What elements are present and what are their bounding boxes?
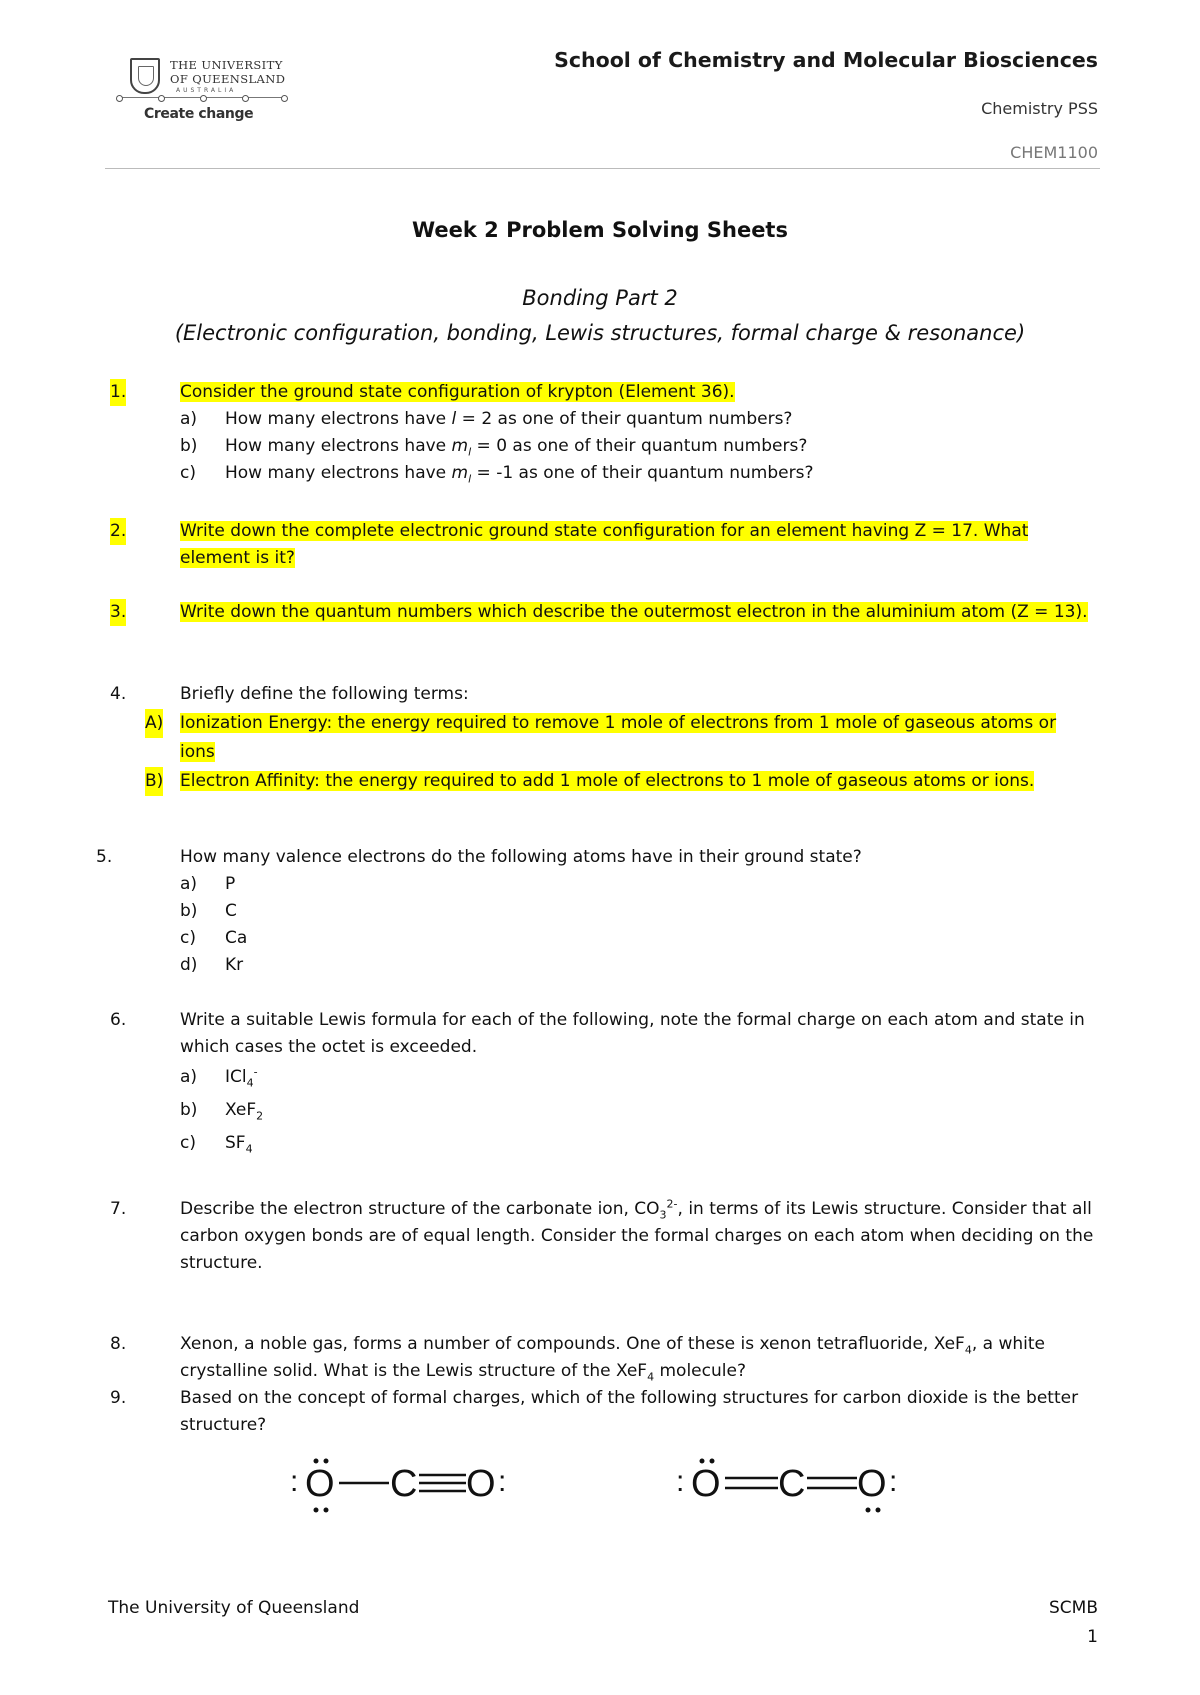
footer-school-code: SCMB: [1049, 1598, 1098, 1618]
question-9: [110, 1385, 1095, 1439]
header-school: School of Chemistry and Molecular Biosciences: [554, 48, 1098, 72]
atom-carbon: C: [778, 1463, 806, 1505]
question-2: [110, 518, 1095, 572]
co2-structure-single-triple: [282, 1445, 552, 1517]
question-number: 9.: [110, 1388, 127, 1408]
question-text: Describe the electron structure of the carbonate ion, $CO_3^{2-}$, in terms of its Lewis structure. Consider that all carbon oxygen bonds are of equal length. Consider the formal charges on each atom when deciding on the structure.: [180, 1197, 1094, 1273]
question-text: Write down the complete electronic ground state configuration for an element having Z = 17. What element is it?: [180, 521, 1029, 568]
atom-oxygen: O: [466, 1463, 496, 1505]
uq-logo: [118, 50, 288, 128]
sub-question-c: c) Ca: [180, 928, 248, 948]
logo-tagline: Create change: [144, 106, 254, 122]
question-text: Based on the concept of formal charges, which of the following structures for carbon dioxide is the better structure?: [180, 1388, 1079, 1435]
question-number: 5.: [96, 847, 113, 867]
question-number: 4.: [110, 684, 127, 704]
double-bond: [725, 1478, 778, 1488]
question-4: [110, 680, 1095, 796]
question-1: [110, 379, 1095, 487]
double-bond: [807, 1478, 857, 1488]
atom-oxygen: O: [691, 1463, 721, 1505]
sub-question-a: a) P: [180, 874, 236, 894]
sub-question-c: c) $SF_4$: [180, 1133, 253, 1156]
co2-structure-double-double: [672, 1445, 942, 1517]
footer-university: The University of Queensland: [108, 1598, 360, 1618]
question-number: 2.: [110, 518, 126, 545]
page-title: Week 2 Problem Solving Sheets: [412, 218, 788, 242]
sub-question-a: a) ICl$_4$-: [180, 1065, 258, 1090]
page-subtitle-topics: (Electronic configuration, bonding, Lewis structures, formal charge & resonance): [174, 321, 1026, 345]
logo-rule: [118, 97, 286, 98]
question-text: How many valence electrons do the following atoms have in their ground state?: [180, 847, 862, 867]
header-course-code: CHEM1100: [1010, 143, 1098, 162]
sub-question-c: c) How many electrons have $m_l = -1$ as one of their quantum numbers?: [180, 463, 814, 486]
lone-pair-left: :: [290, 1465, 299, 1498]
atom-carbon: C: [390, 1463, 418, 1505]
question-5: [96, 844, 1081, 979]
question-text: Write a suitable Lewis formula for each of the following, note the formal charge on each atom and state in which cases the octet is exceeded.: [180, 1010, 1085, 1057]
question-text: Write down the quantum numbers which describe the outermost electron in the aluminium atom (Z = 13).: [180, 602, 1088, 622]
question-number: 7.: [110, 1199, 127, 1219]
question-text: Consider the ground state configuration of krypton (Element 36).: [180, 382, 735, 402]
sub-question-b: b) C: [180, 901, 237, 921]
question-number: 1.: [110, 379, 126, 406]
page-subtitle: Bonding Part 2: [522, 286, 678, 310]
sub-question-b: b) How many electrons have $m_l = 0$ as one of their quantum numbers?: [180, 436, 808, 459]
definition-a: A) Ionization Energy: the energy required to remove 1 mole of electrons from 1 mole of gaseous atoms or ions: [145, 709, 1095, 767]
question-7: [110, 1196, 1095, 1277]
question-number: 8.: [110, 1334, 127, 1354]
question-8: [110, 1331, 1095, 1385]
question-text: Briefly define the following terms:: [180, 684, 469, 704]
question-3: [110, 599, 1095, 626]
header-subtitle: Chemistry PSS: [981, 99, 1098, 118]
question-6: [110, 1007, 1095, 1157]
question-number: 3.: [110, 599, 126, 626]
atom-oxygen: O: [305, 1463, 335, 1505]
crest-icon: [130, 58, 160, 94]
lone-pair-right: :: [889, 1465, 898, 1498]
sub-question-b: b) XeF$_2$: [180, 1100, 264, 1123]
question-text: Xenon, a noble gas, forms a number of compounds. One of these is xenon tetrafluoride, XeF$_4$, a white crystalline solid. What is the Lewis structure of the XeF$_4$ molecule?: [180, 1334, 1045, 1384]
sub-question-a: a) How many electrons have l = 2 as one of their quantum numbers?: [180, 409, 793, 429]
triple-bond: [419, 1475, 466, 1491]
lone-pair-right: :: [498, 1465, 507, 1498]
header-divider: [105, 168, 1100, 169]
definition-b: B) Electron Affinity: the energy required to add 1 mole of electrons to 1 mole of gaseous atoms or ions.: [145, 767, 1095, 796]
logo-country-text: AUSTRALIA: [176, 87, 237, 94]
lone-pair-left: :: [676, 1465, 685, 1498]
logo-university-text: THE UNIVERSITY OF QUEENSLAND: [170, 58, 286, 86]
question-number: 6.: [110, 1010, 127, 1030]
atom-oxygen: O: [857, 1463, 887, 1505]
sub-question-d: d) Kr: [180, 955, 244, 975]
page-number: 1: [1087, 1627, 1098, 1647]
